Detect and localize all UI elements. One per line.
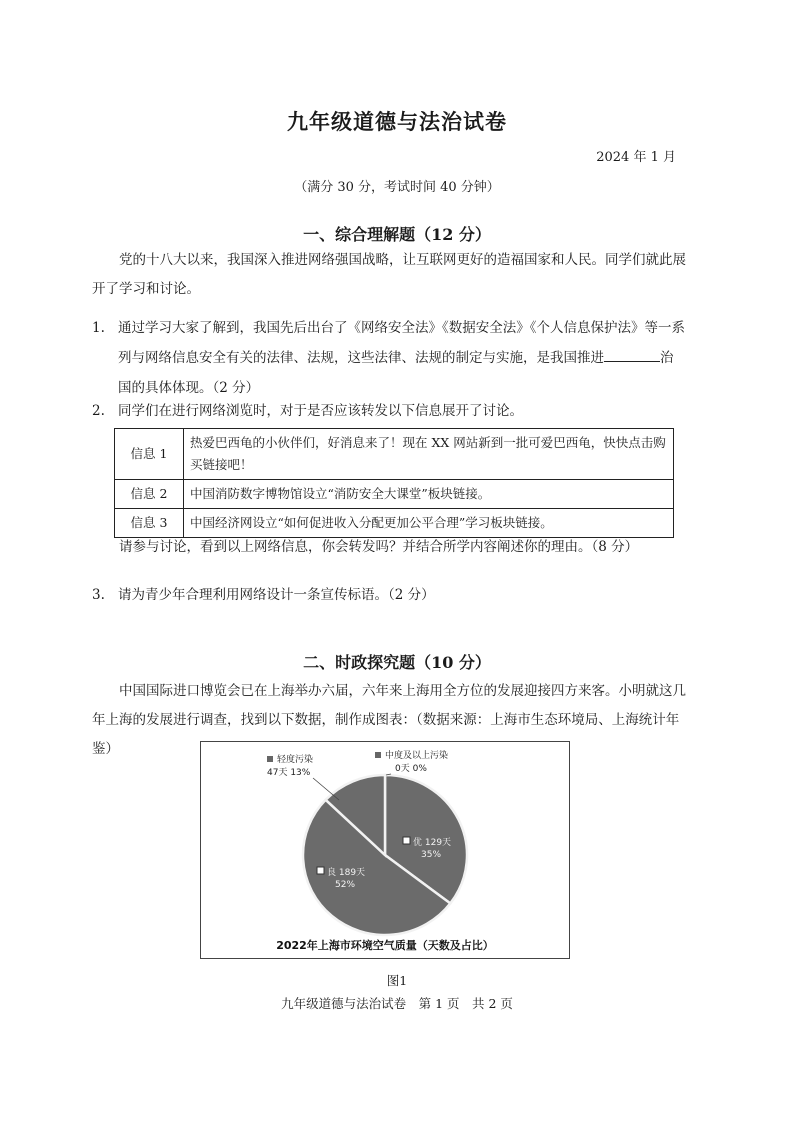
- section2-heading: 二、时政探究题（10 分）: [303, 653, 491, 672]
- exam-date: 2024 年 1 月: [596, 150, 676, 165]
- table-row: [115, 429, 674, 480]
- info-label: 信息 1: [115, 429, 184, 480]
- question-2-text: 同学们在进行网络浏览时，对于是否应该转发以下信息展开了讨论。: [118, 403, 523, 419]
- legend-marker: [403, 837, 410, 844]
- chart-title: 2022年上海市环境空气质量（天数及占比）: [276, 939, 494, 952]
- section1-intro: 党的十八大以来，我国深入推进网络强国战略，让互联网更好的造福国家和人民。同学们就此展开了学习和讨论。: [92, 252, 686, 297]
- pie-chart: [201, 742, 569, 958]
- question-3-number: 3.: [92, 587, 105, 603]
- question-3-text: 请为青少年合理利用网络设计一条宣传标语。（2 分）: [118, 587, 435, 603]
- slice-label: 中度及以上污染: [385, 751, 449, 761]
- slice-percent: 47天 13%: [267, 768, 311, 778]
- full-marks-note: （满分 30 分，考试时间 40 分钟）: [294, 180, 500, 195]
- question-1-number: 1.: [92, 320, 105, 336]
- legend-marker: [267, 756, 273, 762]
- question-2-number: 2.: [92, 403, 105, 419]
- slice-label: 轻度污染: [277, 755, 314, 765]
- question-1: [0, 313, 794, 403]
- pie-chart-box: [200, 741, 570, 959]
- info-label: 信息 3: [115, 509, 184, 538]
- question-1-text-after: 治国的具体体现。（2 分）: [118, 350, 674, 396]
- info-content: 中国经济网设立“如何促进收入分配更加公平合理”学习板块链接。: [184, 509, 674, 538]
- info-content: 中国消防数字博物馆设立“消防安全大课堂”板块链接。: [184, 480, 674, 509]
- table-row: [115, 480, 674, 509]
- question-2: [0, 396, 794, 426]
- legend-marker: [375, 752, 381, 758]
- question-1-text-before: 通过学习大家了解到，我国先后出台了《网络安全法》《数据安全法》《个人信息保护法》等一系列与网络信息安全有关的法律、法规，这些法律、法规的制定与实施，是我国推进: [118, 320, 685, 366]
- figure-caption: 图1: [386, 973, 408, 988]
- exam-title: 九年级道德与法治试卷: [287, 109, 507, 134]
- legend-marker: [317, 867, 324, 874]
- page-footer: 九年级道德与法治试卷 第 1 页 共 2 页: [281, 996, 513, 1011]
- slice-label: 良 189天: [327, 868, 366, 878]
- section2-intro: 中国国际进口博览会已在上海举办六届，六年来上海用全方位的发展迎接四方来客。小明就这几年上海的发展进行调查，找到以下数据，制作成图表：（数据来源：上海市生态环境局、上海统计年鉴）: [92, 683, 686, 757]
- info-label: 信息 2: [115, 480, 184, 509]
- question-2-prompt: 请参与讨论，看到以上网络信息，你会转发吗？并结合所学内容阐述你的理由。（8 分）: [119, 539, 639, 555]
- answer-blank[interactable]: [604, 347, 660, 362]
- section1-heading: 一、综合理解题（12 分）: [303, 225, 491, 244]
- leader-line: [313, 778, 339, 800]
- slice-percent: 52%: [335, 880, 356, 890]
- info-table: [114, 428, 674, 538]
- question-3: [0, 580, 794, 610]
- info-content: 热爱巴西龟的小伙伴们，好消息来了！现在 XX 网站新到一批可爱巴西龟，快快点击购买链接吧！: [184, 429, 674, 480]
- slice-percent: 0天 0%: [395, 764, 427, 774]
- slice-label: 优 129天: [413, 838, 452, 848]
- slice-percent: 35%: [421, 850, 442, 860]
